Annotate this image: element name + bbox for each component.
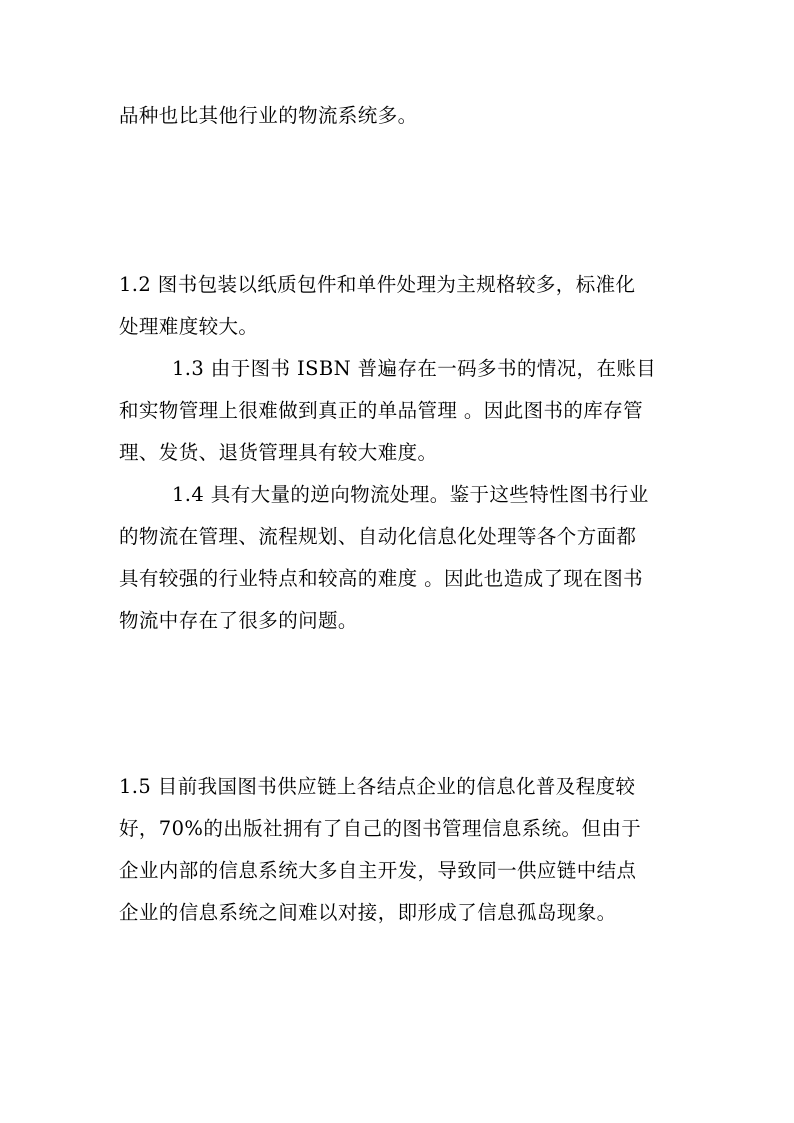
text-line: 处理难度较大。 xyxy=(119,315,259,338)
text-line: 品种也比其他行业的物流系统多。 xyxy=(119,104,418,127)
text-line: 企业的信息系统之间难以对接，即形成了信息孤岛现象。 xyxy=(119,901,617,924)
text-line: 物流中存在了很多的问题。 xyxy=(119,609,358,632)
text-line: 好，70%的出版社拥有了自己的图书管理信息系统。但由于 xyxy=(119,817,642,840)
text-line: 1.2 图书包装以纸质包件和单件处理为主规格较多，标准化 xyxy=(119,273,636,296)
text-line: 理、发货、退货管理具有较大难度。 xyxy=(119,441,438,464)
text-line: 1.3 由于图书 ISBN 普遍存在一码多书的情况，在账目 xyxy=(172,357,657,380)
text-line: 的物流在管理、流程规划、自动化信息化处理等各个方面都 xyxy=(119,525,637,548)
text-line: 和实物管理上很难做到真正的单品管理 。因此图书的库存管 xyxy=(119,399,643,422)
text-line: 1.4 具有大量的逆向物流处理。鉴于这些特性图书行业 xyxy=(172,483,649,506)
text-line: 具有较强的行业特点和较高的难度 。因此也造成了现在图书 xyxy=(119,567,643,590)
text-line: 企业内部的信息系统大多自主开发，导致同一供应链中结点 xyxy=(119,859,637,882)
text-line: 1.5 目前我国图书供应链上各结点企业的信息化普及程度较 xyxy=(119,775,636,798)
